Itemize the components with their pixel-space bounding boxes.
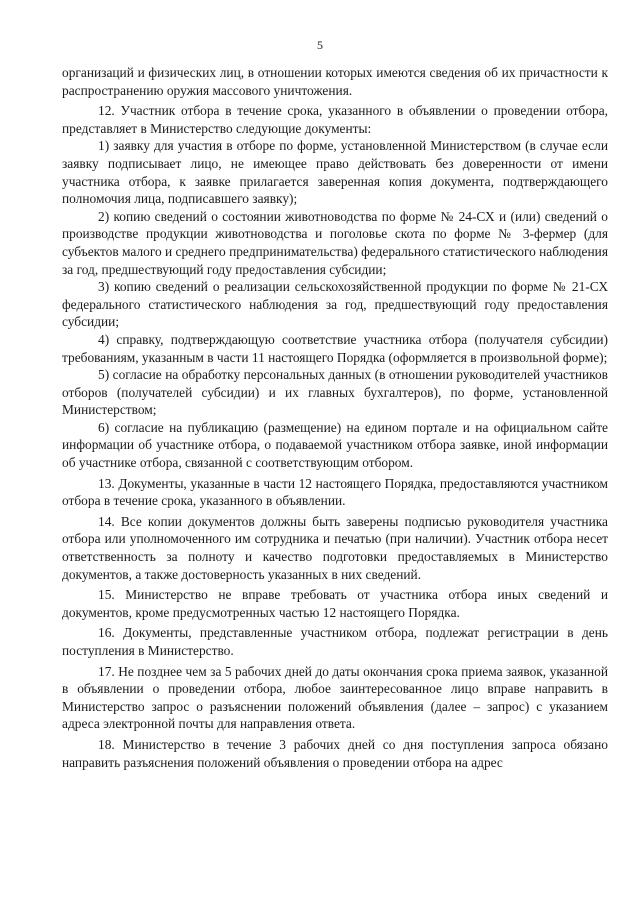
paragraph-item-1: 1) заявку для участия в отборе по форме, установленной Министерством (в случае если заявку подписывает лицо, не имеющее право действовать без доверенности от имени участника отбора, к заявке прилагается заверенная копия документа, подтверждающего полномочия лица, подписавшего заявку); xyxy=(62,138,608,207)
document-body xyxy=(62,64,608,771)
paragraph-section-14: 14. Все копии документов должны быть заверены подписью руководителя участника отбора или уполномоченного им сотрудника и печатью (при наличии). Участник отбора несет ответственность за полноту и качество подготовки предоставляемых в Министерство документов, а также достоверность указанных в них сведений. xyxy=(62,513,608,582)
paragraph-item-2: 2) копию сведений о состоянии животноводства по форме № 24-СХ и (или) сведений о производстве продукции животноводства и поголовье скота по форме № 3-фермер (для субъектов малого и среднего предпринимательства) федерального статистического наблюдения за год, предшествующий году предоставления субсидии; xyxy=(62,208,608,277)
paragraph-section-15: 15. Министерство не вправе требовать от участника отбора иных сведений и документов, кроме предусмотренных частью 12 настоящего Порядка. xyxy=(62,587,608,620)
paragraph-section-12: 12. Участник отбора в течение срока, указанного в объявлении о проведении отбора, представляет в Министерство следующие документы: xyxy=(62,103,608,136)
paragraph-item-5: 5) согласие на обработку персональных данных (в отношении руководителей участников отборов (получателей субсидии) и их главных бухгалтеров), по форме, установленной Министерством; xyxy=(62,367,608,418)
paragraph-section-13: 13. Документы, указанные в части 12 настоящего Порядка, предоставляются участником отбора в течение срока, указанного в объявлении. xyxy=(62,475,608,509)
paragraph-section-17: 17. Не позднее чем за 5 рабочих дней до даты окончания срока приема заявок, указанной в объявлении о проведении отбора, любое заинтересованное лицо вправе направить в Министерство запрос о разъяснении положений объявления (далее – запрос) с указанием адреса электронной почты для направления ответа. xyxy=(62,663,608,732)
paragraph-continuation: организаций и физических лиц, в отношении которых имеются сведения об их причастности к распространению оружия массового уничтожения. xyxy=(62,65,608,98)
paragraph-item-4: 4) справку, подтверждающую соответствие участника отбора (получателя субсидии) требованиям, указанным в части 11 настоящего Порядка (оформляется в произвольной форме); xyxy=(62,331,608,365)
paragraph-item-6: 6) согласие на публикацию (размещение) на едином портале и на официальном сайте информации об участнике отбора, о подаваемой участником отбора заявке, иной информации об участнике отбора, связанной с соответствующим отбором. xyxy=(62,419,608,471)
paragraph-section-16: 16. Документы, представленные участником отбора, подлежат регистрации в день поступления в Министерство. xyxy=(62,625,608,658)
paragraph-section-18: 18. Министерство в течение 3 рабочих дней со дня поступления запроса обязано направить разъяснения положений объявления о проведении отбора на адрес xyxy=(62,736,608,770)
page-number: 5 xyxy=(317,38,323,52)
paragraph-item-3: 3) копию сведений о реализации сельскохозяйственной продукции по форме № 21-СХ федерального статистического наблюдения за год, предшествующий году предоставления субсидии; xyxy=(62,279,608,330)
